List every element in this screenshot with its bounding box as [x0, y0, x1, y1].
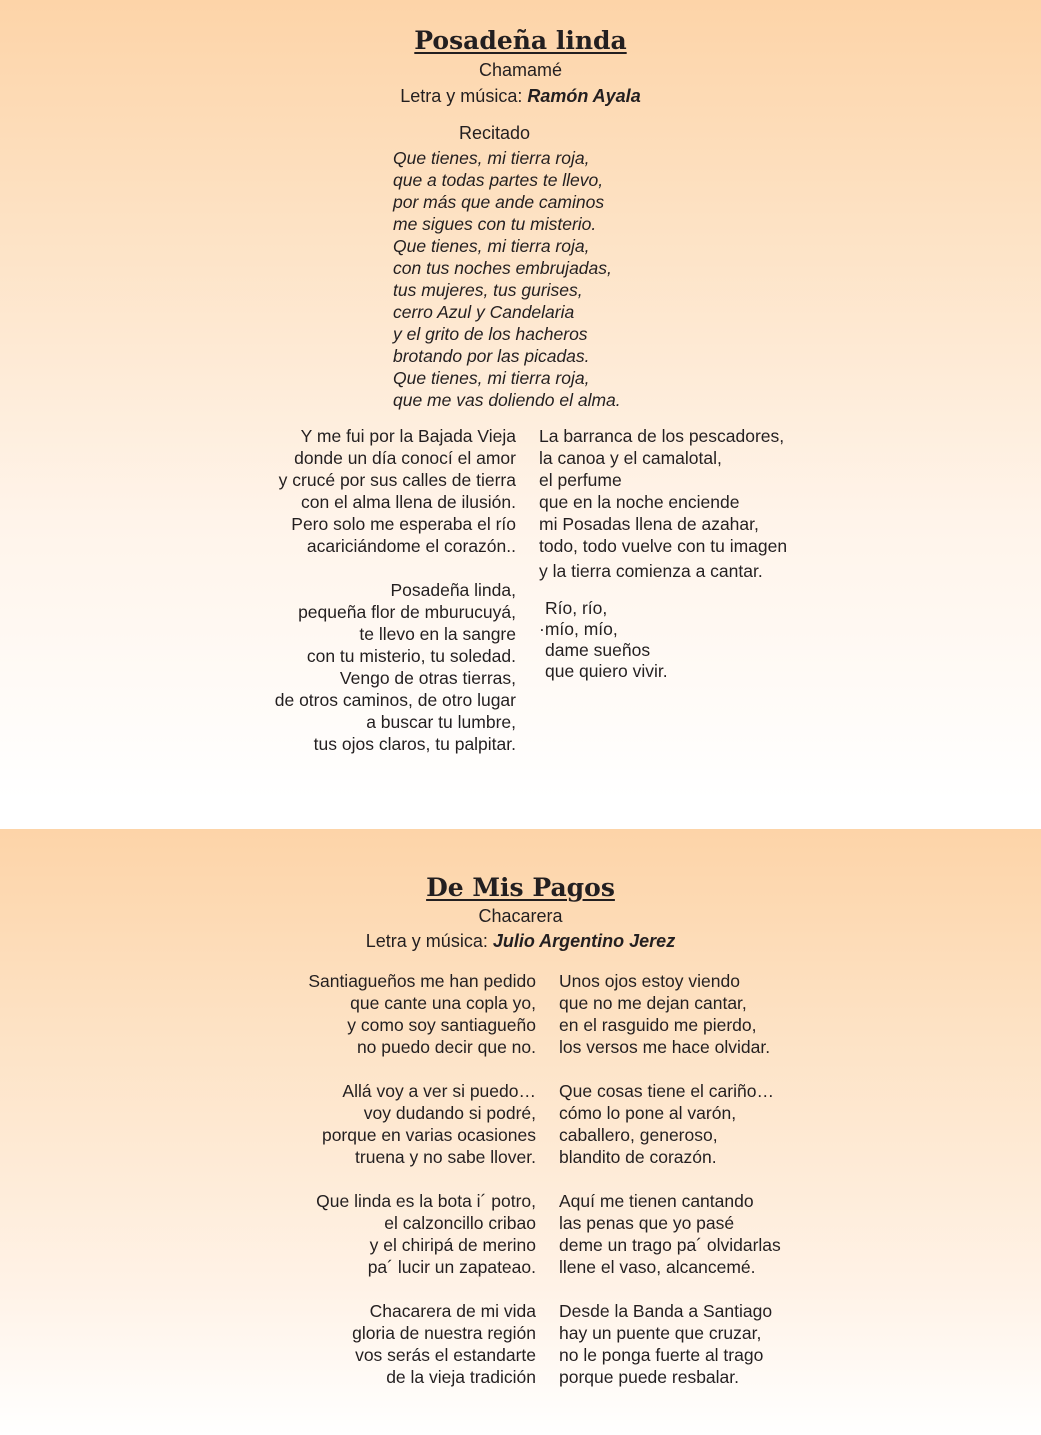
verse-line: Aquí me tienen cantando — [559, 1191, 754, 1211]
verse-line: no le ponga fuerte al trago — [559, 1345, 764, 1365]
verse-line: donde un día conocí el amor — [294, 448, 516, 468]
song-credit — [0, 86, 1041, 107]
right-stanza — [559, 1190, 781, 1278]
verse-line: caballero, generoso, — [559, 1125, 718, 1145]
verse-line: los versos me hace olvidar. — [559, 1037, 771, 1057]
verse-line: truena y no sabe llover. — [355, 1147, 536, 1167]
song-title: Posadeña linda — [414, 26, 627, 55]
verse-line: Que tienes, mi tierra roja, — [393, 236, 590, 256]
credit-author: Julio Argentino Jerez — [492, 931, 676, 951]
verse-line: que a todas partes te llevo, — [393, 170, 604, 190]
verse-line: las penas que yo pasé — [559, 1213, 735, 1233]
verse-line: todo, todo vuelve con tu imagen — [539, 536, 788, 556]
verse-line: dame sueños — [545, 640, 651, 660]
verse-line: y crucé por sus calles de tierra — [278, 470, 516, 490]
song-genre: Chacarera — [478, 906, 563, 926]
verse-line: deme un trago pa´ olvidarlas — [559, 1235, 781, 1255]
song-credit — [0, 931, 1041, 952]
left-stanza — [352, 1300, 536, 1388]
verse-line: ·mío, mío, — [539, 619, 618, 639]
verse-line: que me vas doliendo el alma. — [393, 390, 621, 410]
verse-line: La barranca de los pescadores, — [539, 426, 785, 446]
verse-line: llene el vaso, alcancemé. — [559, 1257, 756, 1277]
verse-line: porque en varias ocasiones — [321, 1125, 536, 1145]
verse-line: que quiero vivir. — [545, 661, 668, 681]
verse-line: Posadeña linda, — [390, 580, 516, 600]
verse-line: cómo lo pone al varón, — [559, 1103, 737, 1123]
verse-line: Río, río, — [545, 598, 608, 618]
right-stanza — [539, 425, 787, 582]
verse-line: blandito de corazón. — [559, 1147, 717, 1167]
verse-line: en el rasguido me pierdo, — [559, 1015, 757, 1035]
right-stanza — [559, 1080, 774, 1168]
verse-line: Que tienes, mi tierra roja, — [393, 148, 590, 168]
verse-line: que en la noche enciende — [539, 492, 740, 512]
verse-line: Que cosas tiene el cariño… — [559, 1081, 774, 1101]
verse-line: Allá voy a ver si puedo… — [342, 1081, 536, 1101]
song-panel-de-mis-pagos — [0, 829, 1041, 1435]
verse-line: Que tienes, mi tierra roja, — [393, 368, 590, 388]
verse-line: por más que ande caminos — [393, 192, 605, 212]
verse-line: pa´ lucir un zapateao. — [367, 1257, 536, 1277]
verse-line: cerro Azul y Candelaria — [393, 302, 575, 322]
verse-line: acariciándome el corazón.. — [306, 536, 516, 556]
right-stanza — [539, 598, 668, 682]
verse-line: a buscar tu lumbre, — [366, 712, 516, 732]
verse-line: mi Posadas llena de azahar, — [539, 514, 759, 534]
verse-line: Que linda es la bota i´ potro, — [316, 1191, 536, 1211]
verse-line: el calzoncillo cribao — [384, 1213, 536, 1233]
verse-line: y el chiripá de merino — [369, 1235, 536, 1255]
verse-line: brotando por las picadas. — [393, 346, 590, 366]
verse-line: Pero solo me esperaba el río — [291, 514, 516, 534]
verse-line: Y me fui por la Bajada Vieja — [300, 426, 516, 446]
verse-line: Desde la Banda a Santiago — [559, 1301, 773, 1321]
verse-line: voy dudando si podré, — [363, 1103, 536, 1123]
verse-line: tus mujeres, tus gurises, — [393, 280, 583, 300]
right-stanza — [559, 1300, 772, 1388]
verse-line: y el grito de los hacheros — [393, 324, 588, 344]
verse-line: el perfume — [539, 470, 622, 490]
verse-line: y la tierra comienza a cantar. — [539, 561, 763, 581]
verse-line: porque puede resbalar. — [559, 1367, 739, 1387]
left-stanza — [308, 970, 536, 1058]
left-stanza — [279, 425, 516, 557]
verse-line: Santiagueños me han pedido — [308, 971, 536, 991]
verse-line: con tu misterio, tu soledad. — [306, 646, 516, 666]
left-stanza — [275, 579, 516, 755]
song-title: De Mis Pagos — [426, 873, 615, 902]
verse-line: de la vieja tradición — [386, 1367, 536, 1387]
verse-line: me sigues con tu misterio. — [393, 214, 597, 234]
verse-line: te llevo en la sangre — [359, 624, 516, 644]
verse-line: que cante una copla yo, — [350, 993, 536, 1013]
verse-line: Vengo de otras tierras, — [339, 668, 516, 688]
verse-line: hay un puente que cruzar, — [559, 1323, 762, 1343]
right-stanza — [559, 970, 770, 1058]
credit-prefix: Letra y música: — [365, 931, 493, 951]
verse-line: no puedo decir que no. — [356, 1037, 536, 1057]
verse-line: con el alma llena de ilusión. — [301, 492, 516, 512]
verse-line: y como soy santiagueño — [347, 1015, 536, 1035]
verse-line: que no me dejan cantar, — [559, 993, 747, 1013]
recitado-stanza — [393, 147, 621, 411]
recitado-label: Recitado — [459, 123, 531, 143]
credit-author: Ramón Ayala — [527, 86, 641, 106]
credit-prefix: Letra y música: — [400, 86, 528, 106]
verse-line: con tus noches embrujadas, — [393, 258, 612, 278]
left-stanza — [316, 1190, 536, 1278]
left-stanza — [322, 1080, 536, 1168]
verse-line: gloria de nuestra región — [352, 1323, 536, 1343]
verse-line: de otros caminos, de otro lugar — [274, 690, 516, 710]
verse-line: Chacarera de mi vida — [369, 1301, 536, 1321]
verse-line: la canoa y el camalotal, — [539, 448, 722, 468]
verse-line: Unos ojos estoy viendo — [559, 971, 740, 991]
verse-line: tus ojos claros, tu palpitar. — [313, 734, 516, 754]
verse-line: pequeña flor de mburucuyá, — [298, 602, 516, 622]
verse-line: vos serás el estandarte — [355, 1345, 536, 1365]
song-genre: Chamamé — [478, 60, 563, 80]
